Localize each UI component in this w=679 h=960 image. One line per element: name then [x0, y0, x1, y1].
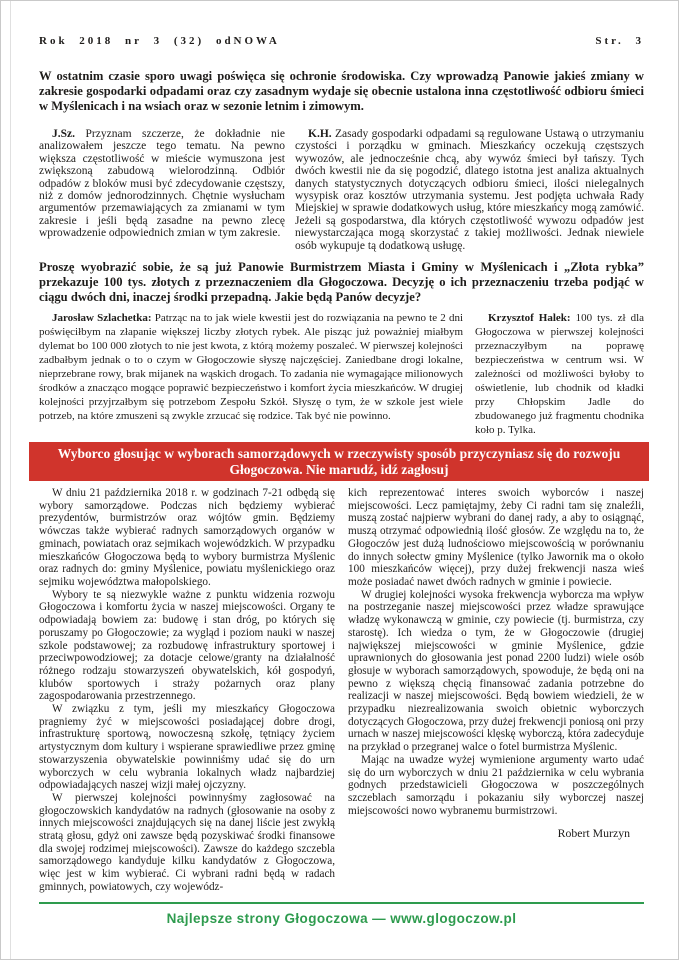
answer-kh — [295, 128, 644, 252]
article-paragraph: W związku z tym, jeśli my mieszkańcy Głogoczowa pragniemy żyć w miejscowości posiadającej dobre drogi, infrastrukturę sportową, nowoczesną szkołę, tętniący życiem artystycznym dom kultury i wspierane sprawiedliwe przez gminę stowarzyszenia obywatelskie powinniśmy udać się do urn wyborczych w celu wybrania lokalnych władz najbardziej odpowiadających naszej wizji małej ojczyzny. — [39, 703, 335, 792]
article-left-column — [39, 487, 335, 894]
speaker-name-szlachetka: Jarosław Szlachetka: — [52, 312, 152, 325]
article-right-column — [348, 487, 644, 894]
page-header — [39, 35, 644, 47]
election-article — [39, 487, 644, 894]
intro-question: W ostatnim czasie sporo uwagi poświęca się ochronie środowiska. Czy wprowadzą Panowie jakieś zmiany w zakresie gospodarki odpadami oraz czy zasadnym wydaje się obecnie ustalona inna częstotliwość odbioru śmieci w Myślenicach i na wsiach oraz w sezonie letnim i zimowym. — [39, 69, 644, 113]
answer-szlachetka-text: Patrząc na to jak wiele kwestii jest do rozwiązania na pewno te 2 dni poświęciłbym na złapanie większej liczby złotych rybek. Ale pisząc już poważniej miałbym dylemat bo 100 000 złotych to nie jest kwota, z którą możemy poszaleć. W pierwszej kolejności zadbałbym jednak o to o czym w Głogoczowie słyszę najczęściej. Zaniedbane drogi lokalne, nieprzebrane rowy, brak mijanek na wąskich drogach. To zadania nie wymagające milionowych środków a znacząco mogące poprawić bezpieczeństwo i komfort życia mieszkańców. W drugiej kolejności przyjrzałbym się potrzebom Zespołu Szkół. Słyszę o tym, że w szkole jest wiele potrzeb, na które zmuszeni są zwykle zrzucać się rodzice. Tak być nie powinno. — [39, 312, 463, 423]
golden-fish-question: Proszę wyobrazić sobie, że są już Panowie Burmistrzem Miasta i Gminy w Myślenicach i „Złota rybka” przekazuje 100 tys. złotych z przeznaczeniem dla Głogoczowa. Decyzję o ich przeznaczeniu trzeba podjąć w ciągu dwóch dni, inaczej środki przepadną. Jakie będą Panów decyzje? — [39, 260, 644, 305]
article-paragraph: W drugiej kolejności wysoka frekwencja wyborcza ma wpływ na postrzeganie naszej miejscowości przez władze sprawujące władzę wykonawczą w gminie, czy powiecie (tj. burmistrza, czy starostę). Ich wiedza o tym, że w Głogoczowie (drugiej największej miejscowości w gminie Myślenice, gdzie uprawnionych do głosowania jest ponad 2200 ludzi) wiele osób głosuje w wyborach samorządowych, spowoduje, że będą oni na pewno z większą chęcią finansować zadania potrzebne do realizacji w naszej miejscowości. Będą bowiem wiedzieli, że w przypadku niezrealizowania swoich obietnic wyborczych dotyczących Głogoczowa, przy dużej frekwencji poniosą oni przy urnach w naszej miejscowości klęskę wyborczą, która zadecyduje na przykład o przegranej walce o fotel burmistrza Myślenic. — [348, 588, 644, 754]
answer-halek-text: 100 tys. zł dla Głogoczowa w pierwszej kolejności przeznaczyłbym na poprawę bezpieczeństwa w centrum wsi. W zależności od możliwości byłoby to oświetlenie, lub chodnik od kładki przy Chłopskim Jadle do zbudowanego już fragmentu chodnika koło p. Tylka. — [475, 312, 645, 437]
answer-jsz — [39, 128, 285, 252]
article-paragraph: kich reprezentować interes swoich wyborców i naszej miejscowości. Lecz pamiętajmy, żeby Ci radni tam się znaleźli, muszą zostać najpierw wybrani do danej rady, a aby to osiągnąć, muszą otrzymać odpowiednią ilość głosów. Ze względu na to, że Głogoczów jest dużą ludnościowo miejscowością w porównaniu do innych sołectw gminy Myślenice (tylko Jawornik ma o około 100 mieszkańców więcej), przy dużej frekwencji nasza wieś może posiadać nawet dwóch radnych w gminie i powiecie. — [348, 487, 644, 588]
column-gutter — [335, 487, 348, 894]
column-gutter — [285, 128, 295, 252]
page-footer — [39, 902, 644, 959]
answer-jsz-text: Przyznam szczerze, że dokładnie nie analizowałem jeszcze tego tematu. Na pewno większa częstotliwość w mieście wymuszona jest zwiększoną zabudową wielorodzinną. Odbiór odpadów z bloków musi być zdecydowanie częstszy, niż z domów jednorodzinnych. Chętnie wysłucham argumentów przemawiających za zmianami w tym zakresie i jeśli będą zasadne na pewno zlecę wprowadzenie odpowiednich zmian w tym zakresie. — [39, 128, 286, 240]
answer-kh-text: Zasady gospodarki odpadami są regulowane Ustawą o utrzymaniu czystości i porządku w gminach. Mieszkańcy oczekują częstszych wywozów, ale jednocześnie chcą, aby wywóz śmieci był tańszy. Tych dwóch kwestii nie da się pogodzić, dlatego istotna jest analiza aktualnych danych statystycznych dotyczących odbioru śmieci, ilości nielegalnych wysypisk oraz kosztów utrzymania systemu. Jest podjęta uchwała Rady Miejskiej w sprawie dodatkowych usług, które mieszkańcy mogą zamówić. Jeżeli są gospodarstwa, dla których częstotliwość wywozu odpadów jest niewystarczająca mogą skorzystać z takiej możliwości. Jednak niewiele osób wykupuje tą dodatkową usługę. — [295, 128, 644, 252]
footer-text: Najlepsze strony Głogoczowa — www.glogoczow.pl — [166, 911, 517, 926]
answer-halek — [475, 311, 644, 437]
author-signature: Robert Murzyn — [557, 826, 630, 841]
page-number: Str. 3 — [595, 35, 644, 47]
answer-szlachetka — [39, 311, 463, 437]
scan-edge-line — [10, 1, 11, 959]
column-gutter — [463, 311, 475, 437]
speaker-name-halek: Krzysztof Halek: — [488, 312, 571, 325]
article-paragraph: W dniu 21 października 2018 r. w godzinach 7-21 odbędą się wybory samorządowe. Podczas nich będziemy wybierać prezydentów, burmistrzów oraz wójtów gmin. Będziemy wówczas także wybierać radnych samorządowych organów w gminach, powiatach oraz sejmikach wojewódzkich. W przypadku mieszkańców Głogoczowa będą to wybory burmistrza Myślenic oraz radnych do: gminy Myślenice, powiatu myślenickiego oraz sejmiku województwa małopolskiego. — [39, 487, 335, 588]
article-paragraph: Mając na uwadze wyżej wymienione argumenty warto udać się do urn wyborczych w dniu 21 października w celu wybrania godnych przedstawicieli Głogoczowa w poszczególnych szczeblach samorządu i pokazaniu siły wyborczej naszej miejscowości nowo wybranemu burmistrzowi. — [348, 753, 644, 817]
article-paragraph: Wybory te są niezwykle ważne z punktu widzenia rozwoju Głogoczowa i komfortu życia w naszej miejscowości. Organy te odpowiadają bowiem za: budowę i stan dróg, po których się poruszamy po Głogoczowie; za wygląd i poziom nauki w naszej szkole podstawowej; za rozbudowę infrastruktury sportowej i przeciwpowodziowej; za dotacje celowe/granty na działalność różnego rodzaju stowarzyszeń obywatelskich, kół gospodyń, klubów sportowych i straży pożarnych oraz plany zagospodarowania przestrzennego. — [39, 588, 335, 703]
election-banner-text: Wyborco głosując w wyborach samorządowych w rzeczywisty sposób przyczyniasz się do rozwoju Głogoczowa. Nie marudź, idź zagłosuj — [57, 446, 621, 477]
qa-section-waste — [39, 128, 644, 252]
footer-rule — [39, 902, 644, 904]
qa-section-golden-fish — [39, 311, 644, 437]
issue-label: Rok 2018 nr 3 (32) odNOWA — [39, 35, 280, 47]
speaker-initials-jsz: J.Sz. — [52, 128, 75, 140]
speaker-initials-kh: K.H. — [308, 128, 332, 140]
election-banner — [29, 442, 649, 481]
page-content — [39, 1, 644, 894]
article-paragraph: W pierwszej kolejności powinnyśmy zagłosować na głogoczowskich kandydatów na radnych (głosowanie na osoby z innych miejscowości znajdujących się na danej liście jest zwykłą stratą głosu, gdyż oni zawsze będą pozyskiwać środki finansowe dla swojej rodzimej miejscowości). Zawsze do każdego szczebla samorządowego kandyduje kilku kandydatów z Głogoczowa, więc jest w kim wybierać. Ci wybrani radni będą w radach gminnych, powiatowych, czy wojewódz- — [39, 791, 335, 893]
